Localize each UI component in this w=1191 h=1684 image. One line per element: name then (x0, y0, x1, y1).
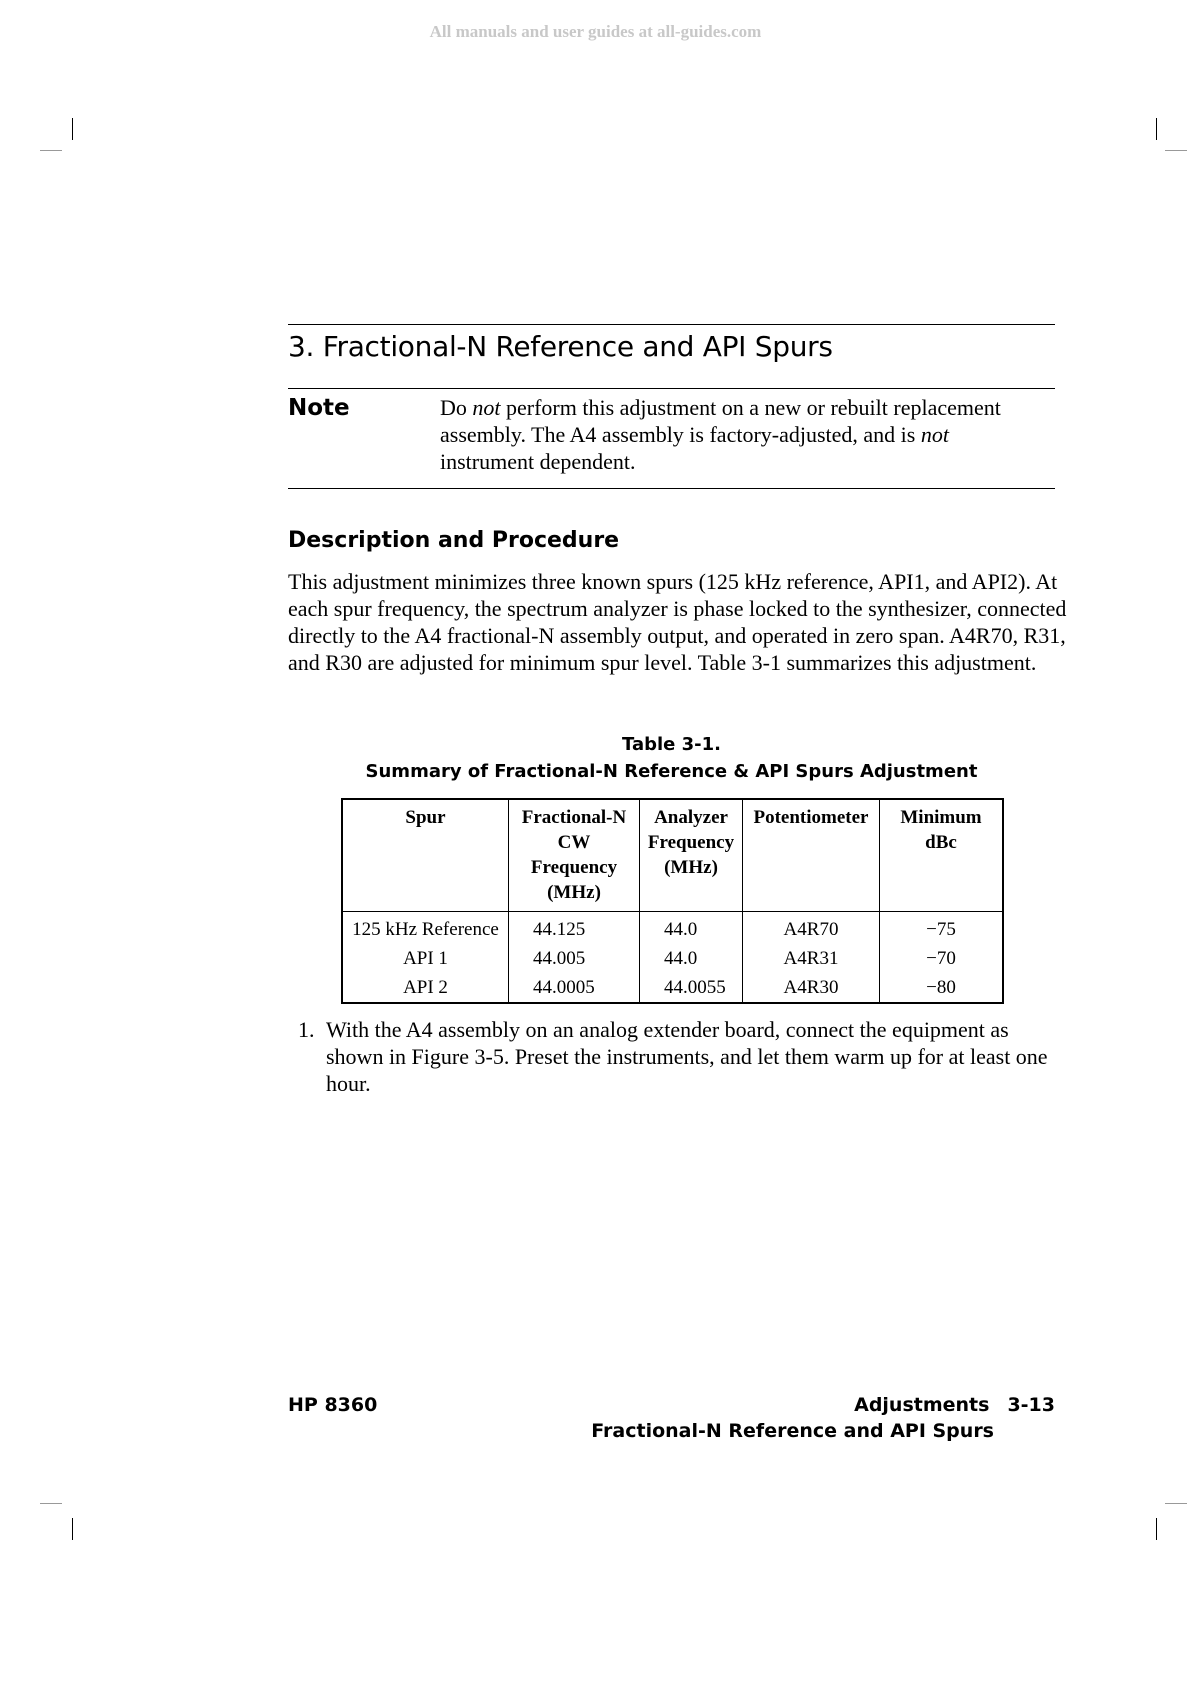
step-number: 1. (298, 1017, 315, 1042)
table-caption-title: Summary of Fractional-N Reference & API Spurs Adjustment (365, 761, 978, 782)
footer-model: HP 8360 (288, 1394, 378, 1416)
footer-section-name: Adjustments (854, 1394, 990, 1416)
note-text-part: Do (440, 395, 473, 420)
crop-mark-top-right-h (1165, 150, 1187, 151)
table-row (342, 973, 1003, 1003)
crop-mark-top-left-h (40, 150, 62, 151)
title-rule (288, 324, 1055, 325)
page-number: 3-13 (1007, 1394, 1055, 1416)
cell-fractional-n: 44.0005 (509, 973, 640, 1003)
table-row (342, 944, 1003, 973)
cell-potentiometer: A4R70 (743, 912, 880, 945)
cell-analyzer: 44.0 (640, 912, 743, 945)
cell-spur: 125 kHz Reference (342, 912, 509, 945)
footer-section (780, 1394, 1055, 1416)
note-emphasis: not (472, 395, 501, 420)
header-potentiometer: Potentiometer (743, 799, 880, 912)
note-text-part: instrument dependent. (440, 449, 636, 474)
crop-mark-top-left (72, 118, 73, 140)
cell-minimum: −75 (880, 912, 1004, 945)
table-header-row (342, 799, 1003, 912)
cell-analyzer: 44.0055 (640, 973, 743, 1003)
cell-minimum: −80 (880, 973, 1004, 1003)
crop-mark-bottom-right-h (1165, 1503, 1187, 1504)
cell-spur: API 1 (342, 944, 509, 973)
footer-subtitle: Fractional-N Reference and API Spurs (591, 1420, 994, 1442)
cell-fractional-n: 44.005 (509, 944, 640, 973)
cell-potentiometer: A4R31 (743, 944, 880, 973)
note-emphasis: not (920, 422, 949, 447)
step-text: With the A4 assembly on an analog extender board, connect the equipment as shown in Figure 3-5. Preset the instruments, and let them warm up for at least one hour. (326, 1017, 1048, 1096)
note-text-part: perform this adjustment on a new or rebuilt replacement assembly. The A4 assembly is factory-adjusted, and is (440, 395, 1001, 447)
header-analyzer-frequency: Analyzer Frequency (MHz) (640, 799, 743, 912)
header-fractional-n-frequency: Fractional-N CW Frequency (MHz) (509, 799, 640, 912)
table-row (342, 912, 1003, 945)
description-paragraph: This adjustment minimizes three known spurs (125 kHz reference, API1, and API2). At each spur frequency, the spectrum analyzer is phase locked to the synthesizer, connected directly to the A4 fractional-N assembly output, and operated in zero span. A4R70, R31, and R30 are adjusted for minimum spur level. Table 3-1 summarizes this adjustment. (288, 569, 1067, 675)
note-bottom-rule (288, 488, 1055, 489)
spurs-adjustment-table (341, 798, 1004, 1004)
crop-mark-bottom-left-h (40, 1503, 62, 1504)
cell-minimum: −70 (880, 944, 1004, 973)
crop-mark-top-right (1156, 118, 1157, 140)
note-text (440, 394, 1040, 475)
crop-mark-bottom-left (72, 1518, 73, 1540)
cell-analyzer: 44.0 (640, 944, 743, 973)
procedure-step (298, 1016, 1068, 1097)
header-spur: Spur (342, 799, 509, 912)
note-label: Note (288, 395, 350, 421)
header-minimum-dbc: Minimum dBc (880, 799, 1004, 912)
note-top-rule (288, 388, 1055, 389)
section-heading: Description and Procedure (288, 528, 620, 553)
crop-mark-bottom-right (1156, 1518, 1157, 1540)
table-caption-number: Table 3-1. (622, 734, 721, 755)
cell-fractional-n: 44.125 (509, 912, 640, 945)
chapter-title: 3. Fractional-N Reference and API Spurs (288, 330, 833, 363)
watermark: All manuals and user guides at all-guides.com (429, 22, 762, 41)
cell-potentiometer: A4R30 (743, 973, 880, 1003)
cell-spur: API 2 (342, 973, 509, 1003)
